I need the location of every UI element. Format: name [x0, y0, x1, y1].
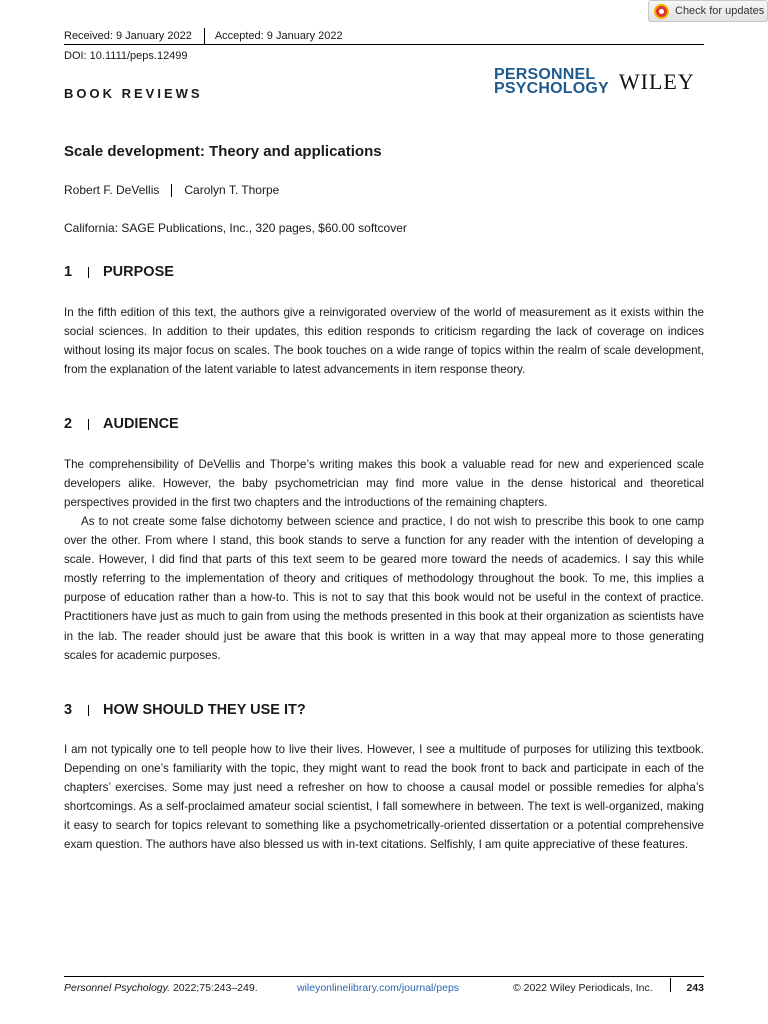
accepted-date: Accepted: 9 January 2022: [214, 30, 343, 42]
personnel-psychology-logo: PERSONNEL PSYCHOLOGY: [494, 66, 609, 97]
publication-info: California: SAGE Publications, Inc., 320 pages, $60.00 softcover: [64, 221, 407, 235]
header-rule: [64, 44, 704, 45]
footer-rule: [64, 976, 704, 977]
section-heading-audience: 2 AUDIENCE: [64, 416, 179, 432]
author-divider: [171, 184, 172, 197]
journal-url-link[interactable]: wileyonlinelibrary.com/journal/peps: [297, 982, 460, 994]
page-number: 243: [686, 982, 704, 994]
footer: [64, 982, 704, 996]
article-title: Scale development: Theory and applications: [64, 143, 382, 160]
author-name: Robert F. DeVellis: [64, 183, 160, 197]
author-name: Carolyn T. Thorpe: [184, 183, 280, 197]
article-dates: [64, 28, 343, 44]
header-divider: [204, 28, 205, 44]
paragraph: In the fifth edition of this text, the authors give a reinvigorated overview of the world of measurement as it exists within the social sciences. In addition to their updates, this edition responds to criticism regarding the lack of coverage on indices without losing its major focus on scales. The book touches on a wide range of topics within the realm of scale development, from the explanation of the latent variable to latest advancements in item response theory.: [64, 306, 704, 377]
journal-logo: [494, 68, 695, 96]
doi: DOI: 10.1111/peps.12499: [64, 50, 188, 62]
paragraph: The comprehensibility of DeVellis and Thorpe’s writing makes this book a valuable read for new and experienced scale developers alike. However, the baby psychometrician may find more value in the dense historical and theoretical perspectives provided in the first two chapters and the introductions of the remaining chapters.: [64, 458, 704, 510]
wiley-logo: WILEY: [618, 69, 695, 94]
check-for-updates-label: Check for updates: [675, 5, 765, 17]
footer-divider: [670, 978, 671, 992]
crossmark-icon: [654, 4, 669, 19]
section-label: BOOK REVIEWS: [64, 86, 203, 101]
check-for-updates-button[interactable]: [648, 0, 768, 22]
section-heading-purpose: 1 PURPOSE: [64, 264, 174, 280]
copyright: © 2022 Wiley Periodicals, Inc.: [513, 982, 653, 994]
journal-citation: Personnel Psychology. 2022;75:243–249.: [64, 982, 258, 994]
received-date: Received: 9 January 2022: [64, 30, 192, 42]
paragraph: As to not create some false dichotomy between science and practice, I do not wish to prescribe this book to one camp over the other. From where I stand, this book stands to serve a function for any reader with the intention of developing a scale. However, I did find that parts of this text seem to be geared more toward the needs of academics. I say this while mostly referring to the implementation of theory and critiques of methodology throughout the book. To me, this implies a purpose of education rather than a how-to. This is not to say that this book would not be useful in the context of practice. Practitioners have just as much to gain from using the methods presented in this book at their organization as scientists have in the lab. The reader should just be aware that this book is written in a way that may appeal more to those generating scales for academic purposes.: [64, 515, 704, 662]
section-heading-how-to-use: 3 HOW SHOULD THEY USE IT?: [64, 702, 306, 718]
paragraph: I am not typically one to tell people how to live their lives. However, I see a multitude of purposes for utilizing this textbook. Depending on one’s familiarity with the topic, they might want to read the book front to back and participate in each of the chapters’ exercises. Some may just need a refresher on how to choose a causal model or possible remedies for alpha’s shortcomings. As a self-proclaimed amateur social scientist, I fall somewhere in between. The text is well-organized, making it easy to search for topics relevant to something like a psychometrically-oriented dissertation or a potential comprehensive exam question. The authors have also blessed us with in-text citations. Selfishly, I am quite appreciative of these features.: [64, 743, 704, 852]
authors: [64, 183, 279, 197]
